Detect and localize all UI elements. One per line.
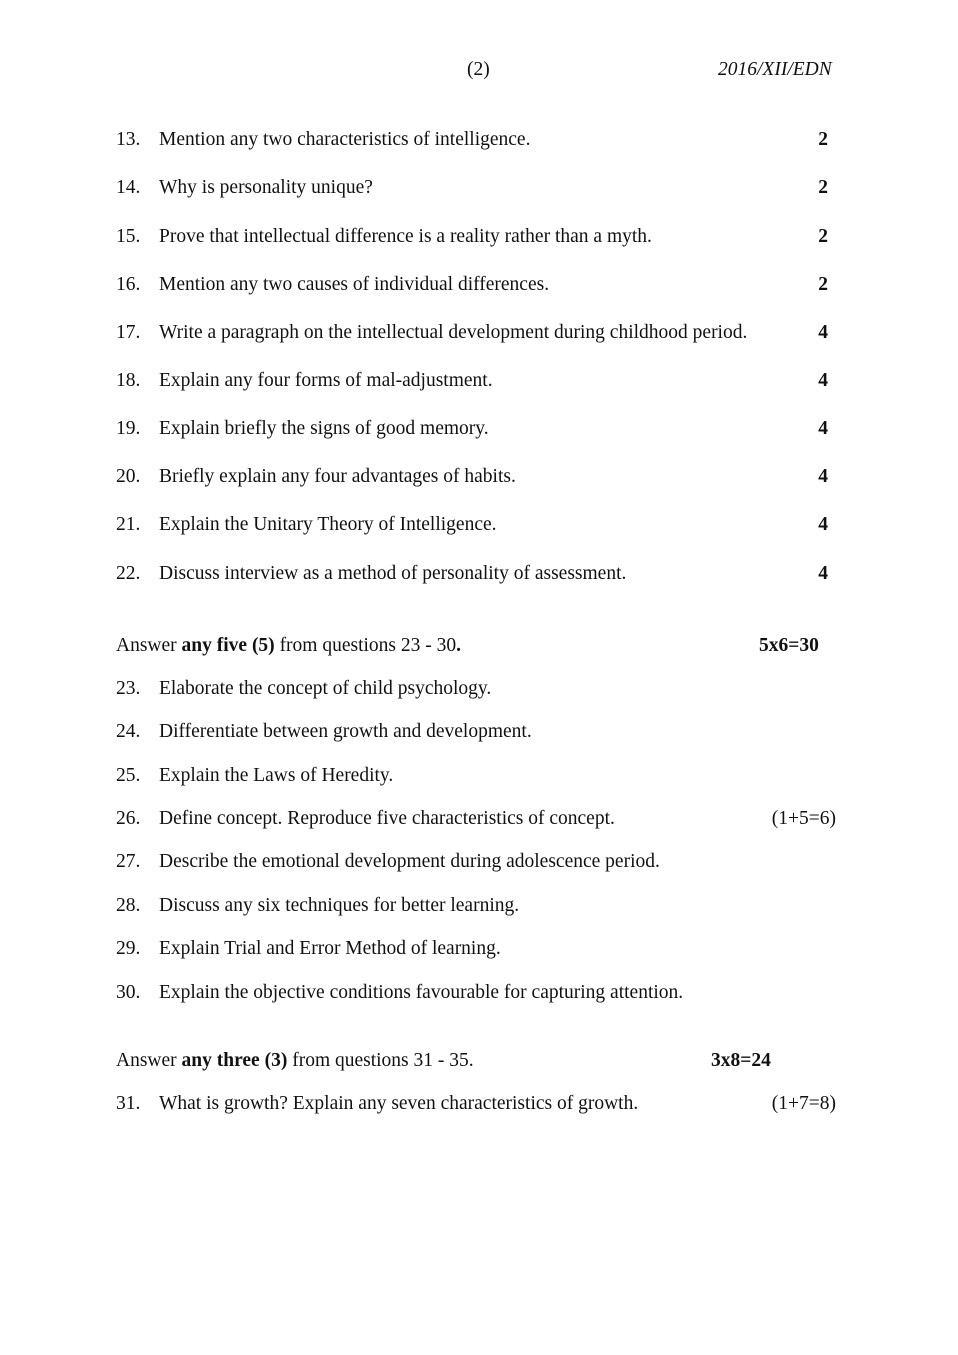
question-text: What is growth? Explain any seven characteristics of growth. (159, 1093, 639, 1114)
question-16 (116, 274, 836, 302)
question-24 (116, 721, 836, 749)
section-b-instruction (116, 635, 461, 657)
instruction-suffix: from questions 31 - 35. (287, 1050, 474, 1071)
question-marks: 2 (818, 129, 828, 150)
question-number: 19. (116, 418, 141, 439)
question-number: 16. (116, 274, 141, 295)
question-marks: 2 (818, 226, 828, 247)
question-number: 31. (116, 1093, 141, 1114)
question-28 (116, 895, 836, 923)
question-marks: 4 (818, 563, 828, 584)
question-marks: (1+5=6) (771, 808, 836, 829)
question-text: Mention any two causes of individual differences. (159, 274, 550, 295)
question-marks: 4 (818, 418, 828, 439)
instruction-emphasis: any three (3) (181, 1050, 288, 1071)
question-31 (116, 1093, 836, 1121)
question-text: Explain any four forms of mal-adjustment. (159, 370, 493, 391)
question-15 (116, 226, 836, 254)
question-20 (116, 466, 836, 494)
question-number: 17. (116, 322, 141, 343)
question-27 (116, 851, 836, 879)
section-c-total: 3x8=24 (711, 1050, 771, 1071)
question-26 (116, 808, 836, 836)
question-19 (116, 418, 836, 446)
question-marks: 4 (818, 370, 828, 391)
question-text: Mention any two characteristics of intelligence. (159, 129, 531, 150)
question-number: 23. (116, 678, 141, 699)
question-number: 24. (116, 721, 141, 742)
paper-code: 2016/XII/EDN (718, 59, 832, 80)
section-b-total: 5x6=30 (759, 635, 819, 656)
question-marks: 2 (818, 177, 828, 198)
question-text: Explain briefly the signs of good memory. (159, 418, 489, 439)
question-text: Why is personality unique? (159, 177, 373, 198)
question-text: Explain the Laws of Heredity. (159, 765, 394, 786)
question-number: 13. (116, 129, 141, 150)
question-text: Prove that intellectual difference is a reality rather than a myth. (159, 226, 652, 247)
question-text: Define concept. Reproduce five characteristics of concept. (159, 808, 615, 829)
instruction-suffix: from questions 23 - 30 (274, 635, 457, 656)
question-number: 20. (116, 466, 141, 487)
question-number: 26. (116, 808, 141, 829)
question-23 (116, 678, 836, 706)
question-17 (116, 322, 836, 350)
question-13 (116, 129, 836, 157)
question-text: Briefly explain any four advantages of habits. (159, 466, 516, 487)
question-number: 15. (116, 226, 141, 247)
question-marks: 2 (818, 274, 828, 295)
instruction-emphasis: any five (5) (181, 635, 275, 656)
question-text: Elaborate the concept of child psychology. (159, 678, 492, 699)
question-22 (116, 563, 836, 591)
section-c-instruction (116, 1050, 474, 1072)
question-number: 30. (116, 982, 141, 1003)
question-14 (116, 177, 836, 205)
question-text: Explain Trial and Error Method of learning. (159, 938, 501, 959)
question-number: 29. (116, 938, 141, 959)
question-number: 18. (116, 370, 141, 391)
question-text: Write a paragraph on the intellectual development during childhood period. (159, 322, 748, 343)
instruction-prefix: Answer (116, 1050, 177, 1071)
page-number: (2) (467, 59, 490, 80)
question-number: 14. (116, 177, 141, 198)
question-text: Differentiate between growth and development. (159, 721, 532, 742)
question-text: Describe the emotional development during adolescence period. (159, 851, 660, 872)
question-number: 25. (116, 765, 141, 786)
question-marks: 4 (818, 514, 828, 535)
question-marks: 4 (818, 322, 828, 343)
question-18 (116, 370, 836, 398)
question-text: Discuss interview as a method of personality of assessment. (159, 563, 627, 584)
question-text: Explain the objective conditions favourable for capturing attention. (159, 982, 684, 1003)
question-25 (116, 765, 836, 793)
question-text: Explain the Unitary Theory of Intelligence. (159, 514, 497, 535)
question-30 (116, 982, 836, 1010)
question-number: 22. (116, 563, 141, 584)
question-29 (116, 938, 836, 966)
instruction-end: . (456, 635, 462, 656)
question-text: Discuss any six techniques for better learning. (159, 895, 520, 916)
question-number: 28. (116, 895, 141, 916)
question-number: 27. (116, 851, 141, 872)
question-marks: 4 (818, 466, 828, 487)
question-marks: (1+7=8) (771, 1093, 836, 1114)
instruction-prefix: Answer (116, 635, 177, 656)
question-21 (116, 514, 836, 542)
question-number: 21. (116, 514, 141, 535)
